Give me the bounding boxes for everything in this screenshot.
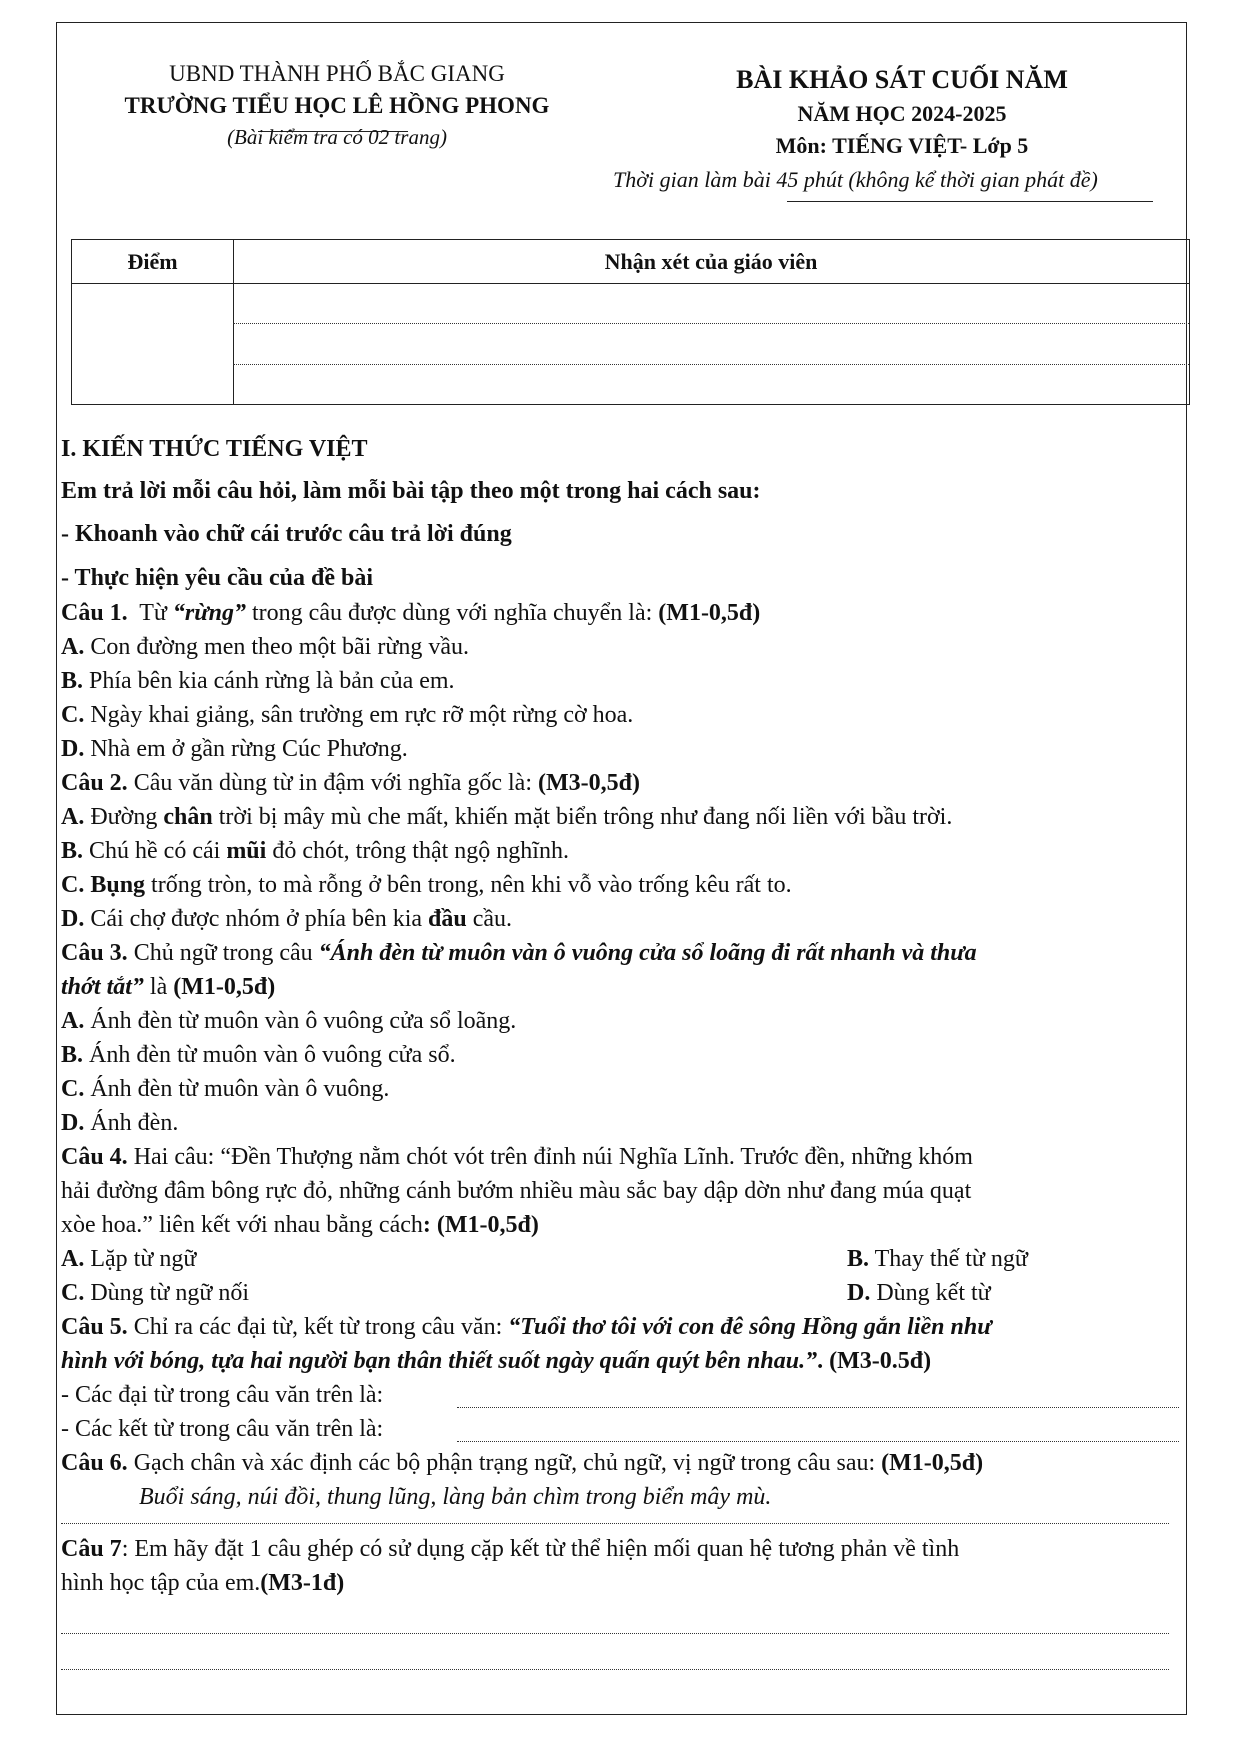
q4-option-c[interactable] (61, 1279, 249, 1307)
conjunction-answer-line[interactable] (457, 1441, 1179, 1442)
option-text: trống tròn, to mà rỗng ở bên trong, nên khi vỗ vào trống kêu rất to. (145, 872, 792, 898)
q4-label: Câu 4. (61, 1144, 128, 1170)
q3-option-d[interactable] (61, 1109, 178, 1137)
q3-option-a[interactable] (61, 1007, 516, 1035)
question-6 (61, 1449, 983, 1477)
q7-answer-line[interactable] (61, 1633, 1169, 1634)
option-letter: C. (61, 1076, 85, 1102)
option-text: Con đường men theo một bãi rừng vầu. (84, 634, 469, 660)
q4-text-end: xòe hoa.” liên kết với nhau bằng cách (61, 1212, 423, 1238)
option-letter: B. (61, 838, 84, 864)
bold-word: Bụng (90, 872, 146, 898)
method-perform: - Thực hiện yêu cầu của đề bài (61, 565, 373, 591)
question-3 (61, 939, 977, 967)
option-text: Lặp từ ngữ (84, 1246, 197, 1272)
q7-answer-line[interactable] (61, 1669, 1169, 1670)
q3-label: Câu 3. (61, 940, 128, 966)
question-4-line-3 (61, 1211, 539, 1239)
option-text: Ánh đèn từ muôn vàn ô vuông. (84, 1076, 390, 1102)
q6-score: (M1-0,5đ) (881, 1450, 984, 1476)
question-5-cont (61, 1347, 931, 1375)
q6-answer-line[interactable] (61, 1523, 1169, 1524)
q4-option-d[interactable] (847, 1279, 991, 1307)
option-letter: B. (847, 1246, 870, 1272)
q1-option-b[interactable] (61, 667, 455, 695)
q4-score: : (M1-0,5đ) (422, 1212, 539, 1238)
option-text: Thay thế từ ngữ (869, 1246, 1028, 1272)
q1-pre: Từ (127, 600, 173, 626)
option-text: cầu. (466, 906, 513, 932)
question-3-cont (61, 973, 275, 1001)
q7-text-end: hình học tập của em. (61, 1570, 261, 1596)
q5-quote: “Tuổi thơ tôi với con đê sông Hồng gắn liền như (508, 1314, 992, 1340)
option-text: Chú hề có cái (83, 838, 227, 864)
option-letter: C. (61, 1280, 85, 1306)
q7-score: (M3-1đ) (260, 1570, 345, 1596)
score-column-header: Điểm (127, 249, 178, 274)
section-title: I. KIẾN THỨC TIẾNG VIỆT (61, 436, 368, 462)
q3-text: Chủ ngữ trong câu (127, 940, 319, 966)
question-1 (61, 599, 760, 627)
option-letter: A. (61, 804, 85, 830)
option-letter: D. (61, 736, 85, 762)
option-text: Dùng kết từ (870, 1280, 991, 1306)
option-letter: A. (61, 1246, 85, 1272)
q2-option-b[interactable] (61, 837, 569, 865)
school-year: NĂM HỌC 2024-2025 (797, 101, 1007, 126)
q5-conjunction-prompt: - Các kết từ trong câu văn trên là: (61, 1416, 384, 1442)
question-4-line-2: hải đường đâm bông rực đỏ, những cánh bướm nhiều màu sắc bay dập dờn như đang múa quạt (61, 1178, 972, 1204)
q5-score: . (M3-0.5đ) (817, 1348, 932, 1374)
q2-score: (M3-0,5đ) (537, 770, 640, 796)
option-letter: D. (61, 906, 85, 932)
q5-quote-end: hình với bóng, tựa hai người bạn thân thiết suốt ngày quấn quýt bên nhau.” (61, 1348, 818, 1374)
q7-label: Câu 7 (61, 1536, 122, 1562)
q6-text: Gạch chân và xác định các bộ phận trạng ngữ, chủ ngữ, vị ngữ trong câu sau: (127, 1450, 882, 1476)
option-letter: D. (847, 1280, 871, 1306)
option-letter: B. (61, 1042, 84, 1068)
q4-option-b[interactable] (847, 1245, 1028, 1273)
question-7-cont (61, 1569, 344, 1597)
q2-text: Câu văn dùng từ in đậm với nghĩa gốc là: (127, 770, 538, 796)
q1-text: trong câu được dùng với nghĩa chuyển là: (246, 600, 659, 626)
option-text: Dùng từ ngữ nối (84, 1280, 250, 1306)
q1-word: “rừng” (172, 600, 246, 626)
q7-text: : Em hãy đặt 1 câu ghép có sử dụng cặp kết từ thể hiện mối quan hệ tương phản về tình (121, 1536, 960, 1562)
q3-quote-end: thớt tắt” (61, 974, 144, 1000)
q2-label: Câu 2. (61, 770, 128, 796)
q3-post: là (143, 974, 174, 1000)
question-7 (61, 1535, 959, 1563)
q1-option-d[interactable] (61, 735, 408, 763)
option-letter: B. (61, 668, 84, 694)
comment-cell[interactable] (234, 284, 1189, 404)
duration-note: Thời gian làm bài 45 phút (không kể thời gian phát đề) (613, 167, 1098, 192)
pronoun-answer-line[interactable] (457, 1407, 1179, 1408)
q4-option-a[interactable] (61, 1245, 196, 1273)
score-cell[interactable] (72, 284, 232, 404)
score-table (71, 239, 1190, 405)
bold-word: chân (163, 804, 213, 830)
option-text: Nhà em ở gần rừng Cúc Phương. (84, 736, 408, 762)
q2-option-d[interactable] (61, 905, 512, 933)
pages-note: (Bài kiểm tra có 02 trang) (227, 125, 447, 149)
option-text: Ngày khai giảng, sân trường em rực rỡ một rừng cờ hoa. (84, 702, 634, 728)
subject-line: Môn: TIẾNG VIỆT- Lớp 5 (775, 133, 1029, 158)
q1-option-a[interactable] (61, 633, 469, 661)
q5-pronoun-prompt: - Các đại từ trong câu văn trên là: (61, 1382, 384, 1408)
duration-underline (787, 201, 1153, 202)
q2-option-a[interactable] (61, 803, 952, 831)
q3-option-b[interactable] (61, 1041, 456, 1069)
option-letter: A. (61, 1008, 85, 1034)
q5-text: Chỉ ra các đại từ, kết từ trong câu văn: (127, 1314, 509, 1340)
option-text: Phía bên kia cánh rừng là bản của em. (83, 668, 455, 694)
q1-option-c[interactable] (61, 701, 633, 729)
q3-option-c[interactable] (61, 1075, 389, 1103)
question-2 (61, 769, 640, 797)
q2-option-c[interactable] (61, 871, 792, 899)
bold-word: đầu (428, 906, 467, 932)
option-text: Ánh đèn từ muôn vàn ô vuông cửa sổ loãng. (84, 1008, 517, 1034)
school-name: TRƯỜNG TIỂU HỌC LÊ HỒNG PHONG (124, 93, 550, 118)
q3-quote: “Ánh đèn từ muôn vàn ô vuông cửa sổ loãng đi rất nhanh và thưa (318, 940, 977, 966)
option-text: Ánh đèn. (84, 1110, 179, 1136)
option-letter: D. (61, 1110, 85, 1136)
question-4 (61, 1143, 973, 1171)
question-5 (61, 1313, 992, 1341)
option-letter: C. (61, 702, 85, 728)
bold-word: mũi (226, 838, 267, 864)
method-circle: - Khoanh vào chữ cái trước câu trả lời đúng (61, 521, 512, 547)
q6-sentence[interactable]: Buổi sáng, núi đồi, thung lũng, làng bản chìm trong biển mây mù. (139, 1484, 772, 1510)
option-text: Cái chợ được nhóm ở phía bên kia (84, 906, 429, 932)
q3-score: (M1-0,5đ) (173, 974, 276, 1000)
option-text: Ánh đèn từ muôn vàn ô vuông cửa sổ. (83, 1042, 456, 1068)
exam-page (56, 22, 1187, 1715)
instruction: Em trả lời mỗi câu hỏi, làm mỗi bài tập theo một trong hai cách sau: (61, 478, 761, 504)
option-text: trời bị mây mù che mất, khiến mặt biển trông như đang nối liền với bầu trời. (212, 804, 953, 830)
q5-label: Câu 5. (61, 1314, 128, 1340)
exam-title: BÀI KHẢO SÁT CUỐI NĂM (736, 65, 1068, 94)
q6-label: Câu 6. (61, 1450, 128, 1476)
q1-label: Câu 1. (61, 600, 128, 626)
q1-score: (M1-0,5đ) (658, 600, 761, 626)
option-letter: C. (61, 872, 85, 898)
option-text: đỏ chót, trông thật ngộ nghĩnh. (266, 838, 569, 864)
option-letter: A. (61, 634, 85, 660)
q4-text: Hai câu: “Đền Thượng nằm chót vót trên đỉnh núi Nghĩa Lĩnh. Trước đền, những khóm (127, 1144, 973, 1170)
option-text: Đường (84, 804, 164, 830)
comment-column-header: Nhận xét của giáo viên (604, 249, 818, 274)
authority-name: UBND THÀNH PHỐ BẮC GIANG (169, 61, 505, 86)
